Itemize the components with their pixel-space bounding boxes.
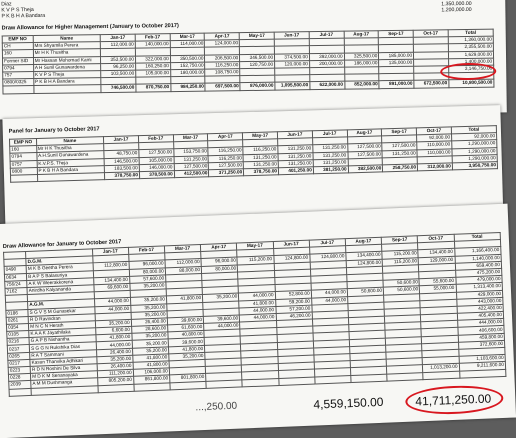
amount-cell: 861,800.00	[133, 375, 169, 384]
bottom-value: ...,250.00	[195, 400, 238, 414]
column-header: EMP NO	[9, 139, 36, 147]
emp-no-cell: 0490	[4, 266, 26, 274]
amount-cell: 3,950,750.00	[452, 162, 497, 170]
column-header: Jan-17	[100, 34, 135, 42]
emp-no-cell: 0105	[7, 331, 29, 339]
amount-cell: 44,000.00	[96, 341, 132, 350]
amount-cell: 129,000.00	[418, 256, 454, 265]
amount-cell: 44,000.00	[94, 298, 130, 307]
amount-cell: 40,800.00	[168, 331, 204, 340]
amount-cell: 116,250.00	[208, 147, 243, 155]
amount-cell: 124,000.00	[205, 40, 240, 48]
column-header: Jun-17	[274, 32, 309, 40]
amount-cell: 127,500.00	[209, 162, 244, 170]
amount-cell: 131,250.00	[174, 155, 209, 163]
amount-cell: 459,800.00	[458, 333, 505, 342]
amount-cell: 35,200.00	[132, 339, 168, 348]
column-header: Apr-17	[201, 243, 237, 252]
amount-cell: 35,200.00	[96, 355, 132, 364]
amount-cell: 127,500.00	[347, 143, 382, 151]
amount-cell: 127,500.00	[174, 162, 209, 170]
amount-cell: 112,000.00	[165, 259, 201, 268]
amount-cell: 127,500.00	[382, 142, 417, 150]
name-cell: A M M Dushmanga	[31, 378, 98, 388]
amount-cell: 114,000.00	[170, 40, 205, 48]
amount-cell: 350,500.00	[170, 55, 205, 63]
draw-allowance-table	[3, 232, 506, 397]
amount-cell: 69,600.00	[93, 283, 129, 292]
amount-cell: 41,800.00	[168, 345, 204, 354]
emp-no-cell	[9, 388, 31, 396]
column-header: Oct-17	[418, 234, 454, 243]
amount-cell: 406,600.00	[457, 326, 504, 335]
amount-cell: 312,000.00	[417, 163, 452, 171]
amount-cell: 672,500.00	[414, 80, 449, 88]
name-cell: A.G.M.	[28, 299, 95, 309]
amount-cell: 112,800.00	[93, 262, 129, 271]
name-cell: Mrs Shyamila Perera	[33, 42, 101, 50]
amount-cell: 110,000.00	[417, 141, 452, 149]
emp-no-cell	[3, 86, 34, 94]
amount-cell: 55,000.00	[420, 285, 456, 294]
amount-cell: 115,200.00	[382, 257, 418, 266]
emp-no-cell: 0265	[8, 352, 30, 360]
amount-cell: 35,200.00	[132, 332, 168, 341]
amount-cell: 134,400.00	[346, 252, 382, 261]
name-cell: P K B H A Bandara	[37, 165, 105, 174]
name-cell: A K W Weerakkorena	[27, 278, 94, 288]
column-header: Apr-17	[205, 33, 240, 41]
amount-cell: 371,250.00	[209, 169, 244, 177]
amount-cell: 152,750.00	[170, 62, 205, 70]
emp-no-cell: 160	[2, 50, 33, 58]
amount-cell: 135,000.00	[379, 59, 414, 67]
amount-cell: 96,250.00	[101, 63, 136, 71]
column-header: Sep-17	[381, 236, 417, 245]
table-title: Panel for January to October 2017	[8, 126, 100, 135]
sheet-draw-allowance	[0, 204, 516, 438]
column-header: Jan-17	[92, 247, 128, 256]
amount-cell: 50,600.00	[347, 288, 383, 297]
name-cell: Anirdha Kalyananda	[27, 285, 94, 295]
column-header: Total	[451, 126, 496, 134]
column-header: Mar-17	[164, 245, 200, 254]
amount-cell: 112,000.00	[100, 41, 135, 49]
amount-cell: 876,000.00	[240, 82, 275, 90]
amount-cell: 35,200.00	[203, 293, 239, 302]
column-header: Aug-17	[344, 31, 379, 39]
amount-cell: 746,500.00	[101, 84, 136, 92]
column-header: Aug-17	[345, 237, 381, 246]
amount-cell: 80,000.00	[201, 265, 237, 274]
fragment-line: P K B H A Bandara	[1, 12, 46, 20]
amount-cell: 185,000.00	[379, 52, 414, 60]
amount-cell: 131,250.00	[278, 160, 313, 168]
amount-cell: 116,250.00	[243, 146, 278, 154]
amount-cell: 80,000.00	[129, 268, 165, 277]
emp-no-cell: Former SID	[2, 57, 33, 65]
column-header: May-17	[237, 242, 273, 251]
red-circle-annotation	[405, 384, 504, 416]
name-cell	[37, 173, 105, 182]
emp-no-cell: 160	[10, 146, 37, 154]
table-title: Draw Allowance for Higher Management (January to October 2017)	[1, 22, 179, 32]
column-header: Jul-17	[309, 31, 344, 39]
amount-cell: 1,095,500.00	[275, 82, 310, 90]
amount-cell	[134, 382, 170, 391]
amount-cell: 1,290,000.00	[452, 154, 497, 162]
amount-cell: 116,250.00	[208, 154, 243, 162]
name-cell: Kasun Thanvika Adhikari	[30, 357, 97, 367]
column-header: Sep-17	[382, 128, 417, 136]
amount-cell: 1,103,600.00	[459, 355, 506, 364]
amount-cell: 124,800.00	[346, 259, 382, 268]
amount-cell: 1,313,400.00	[456, 283, 503, 292]
amount-cell	[242, 378, 278, 387]
amount-cell: 160,250.00	[136, 62, 171, 70]
amount-cell: 140,000.00	[135, 41, 170, 49]
amount-cell: 131,250.00	[313, 159, 348, 167]
fragment-line: Diaz	[1, 1, 12, 8]
emp-no-cell: 7162	[5, 287, 27, 295]
amount-cell: 475,200.00	[455, 268, 502, 277]
amount-cell: 50,600.00	[383, 279, 419, 288]
amount-cell: 180,000.00	[170, 69, 205, 77]
amount-cell: 44,000.00	[94, 305, 130, 314]
amount-cell: 131,250.00	[243, 153, 278, 161]
amount-cell: 3,146,750.00	[448, 65, 493, 73]
sheet-higher-management	[0, 0, 507, 120]
amount-cell: 26,400.00	[97, 362, 133, 371]
column-header: May-17	[239, 32, 274, 40]
panel-table	[9, 125, 498, 183]
column-header: Mar-17	[173, 134, 208, 142]
amount-cell	[206, 380, 242, 389]
emp-no-cell: 0794	[10, 153, 37, 161]
amount-cell: 44,000.00	[311, 296, 347, 305]
amount-cell: 57,600.00	[129, 275, 165, 284]
amount-cell: 10,800,500.00	[449, 79, 494, 87]
higher-management-table	[2, 29, 495, 94]
name-cell: P K B H A Bandara	[33, 78, 101, 86]
name-cell: B A P S Balasuriya	[27, 270, 94, 280]
emp-no-cell: 0261	[6, 316, 28, 324]
amount-cell: 35,200.00	[131, 311, 167, 320]
column-header: Name	[33, 35, 101, 43]
amount-cell: 127,500.00	[139, 149, 174, 157]
name-cell: M N C N Herath	[29, 321, 96, 331]
emp-no-cell: 0223	[8, 366, 30, 374]
amount-cell: 46,200.00	[276, 312, 312, 321]
amount-cell: 443,000.00	[456, 297, 503, 306]
amount-cell: 44,000.00	[239, 306, 275, 315]
amount-cell: 35,200.00	[95, 319, 131, 328]
emp-no-cell: 756/24	[5, 280, 27, 288]
amount-cell: 105,000.00	[139, 156, 174, 164]
amount-cell: 115,200.00	[237, 256, 273, 265]
amount-cell: 61,600.00	[168, 324, 204, 333]
amount-cell: 39,600.00	[168, 338, 204, 347]
column-header: Apr-17	[208, 133, 243, 141]
amount-cell: 134,400.00	[418, 249, 454, 258]
amount-cell: 378,750.00	[105, 172, 140, 180]
name-cell: S G V S M Gunasekar	[28, 306, 95, 316]
amount-cell: 258,750.00	[383, 164, 418, 172]
amount-cell: 1,140,000.00	[455, 254, 502, 263]
amount-cell: 372,600.00	[458, 340, 505, 349]
amount-cell: 110,000.00	[417, 149, 452, 157]
column-header: Jul-17	[312, 130, 347, 138]
amount-cell: 35,200.00	[130, 282, 166, 291]
amount-cell: 41,800.00	[166, 295, 202, 304]
amount-cell: 1,290,000.00	[452, 147, 497, 155]
column-header: Oct-17	[413, 30, 448, 38]
name-cell: G A P B Nishantha	[29, 335, 96, 345]
amount-cell: 1,400,000.00	[448, 58, 493, 66]
amount-cell: 96,000.00	[201, 257, 237, 266]
amount-cell: 444,000.00	[457, 319, 504, 328]
column-header: Name	[36, 137, 104, 146]
amount-cell: 622,000.00	[310, 81, 345, 89]
name-cell: M D K M Senanayaka	[31, 371, 98, 381]
amount-cell: 2,355,500.00	[448, 43, 493, 51]
amount-cell: 131,250.00	[278, 145, 313, 153]
amount-cell: 44,000.00	[240, 313, 276, 322]
amount-cell: 200,000.00	[309, 60, 344, 68]
amount-cell: 378,750.00	[244, 168, 279, 176]
amount-cell: 374,500.00	[274, 53, 309, 61]
column-header: Jul-17	[309, 239, 345, 248]
column-header: Aug-17	[347, 129, 382, 137]
amount-cell: 382,500.00	[348, 165, 383, 173]
amount-cell	[97, 384, 133, 393]
column-header: EMP NO	[2, 36, 33, 44]
amount-cell: 35,200.00	[130, 303, 166, 312]
amount-cell: 183,500.00	[104, 164, 139, 172]
amount-cell: 146,000.00	[139, 163, 174, 171]
emp-no-cell: 2039	[9, 381, 31, 389]
amount-cell: 41,800.00	[95, 334, 131, 343]
amount-cell: 479,000.00	[455, 276, 502, 285]
emp-no-cell: 0354	[6, 323, 28, 331]
name-cell: R A T Sammani	[30, 349, 97, 359]
amount-cell	[423, 371, 459, 380]
column-header: Oct-17	[416, 127, 451, 135]
amount-cell: 131,250.00	[278, 152, 313, 160]
amount-cell: 44,000.00	[311, 289, 347, 298]
amount-cell: 697,500.00	[205, 83, 240, 91]
amount-cell: 35,200.00	[132, 347, 168, 356]
amount-cell: 41,800.00	[239, 299, 275, 308]
amount-cell: 35,200.00	[130, 296, 166, 305]
emp-no-cell: 757	[3, 71, 34, 79]
amount-cell: 59,200.00	[275, 298, 311, 307]
column-header: Feb-17	[128, 246, 164, 255]
amount-cell: 26,400.00	[96, 348, 132, 357]
amount-cell: 96,000.00	[129, 260, 165, 269]
amount-cell: 378,500.00	[139, 171, 174, 179]
amount-cell: 88,000.00	[165, 266, 201, 275]
name-cell: Mr H K Thusitha	[36, 144, 104, 153]
table-title: Draw Allowance for January to October 2017	[2, 239, 122, 250]
amount-cell: 322,000.00	[135, 55, 170, 63]
emp-no-cell: CH	[2, 43, 33, 51]
amount-cell: 131,250.00	[243, 161, 278, 169]
emp-no-cell: 0216	[7, 338, 29, 346]
amount-cell: 120,000.00	[275, 60, 310, 68]
amount-cell: 131,250.00	[313, 151, 348, 159]
emp-no-cell: 0634	[4, 273, 26, 281]
emp-no-cell: 0757	[10, 160, 37, 168]
emp-no-cell: 0794	[3, 64, 34, 72]
amount-cell: 146,500.00	[104, 157, 139, 165]
amount-cell	[278, 377, 314, 386]
bottom-value: 4,559,150.00	[313, 394, 384, 412]
amount-cell: 124,800.00	[273, 255, 309, 264]
column-header: Sep-17	[378, 30, 413, 38]
name-cell: A H Sunil Gunawardena	[33, 63, 101, 71]
column-header: Feb-17	[138, 135, 173, 143]
amount-cell: 346,500.00	[240, 54, 275, 62]
amount-cell: 103,500.00	[101, 70, 136, 78]
emp-no-cell: 0800	[10, 167, 37, 175]
amount-cell: 401,250.00	[278, 167, 313, 175]
amount-cell: 429,000.00	[456, 290, 503, 299]
amount-cell: 106,000.00	[133, 368, 169, 377]
amount-cell: 57,200.00	[275, 305, 311, 314]
amount-cell: 92,000.00	[451, 133, 496, 141]
amount-cell: 891,000.00	[379, 81, 414, 89]
column-header: Jun-17	[277, 131, 312, 139]
amount-cell: 801,800.00	[170, 374, 206, 383]
amount-cell: 134,400.00	[93, 276, 129, 285]
column-header: Mar-17	[170, 33, 205, 41]
amount-cell: 120,750.00	[240, 61, 275, 69]
emp-no-cell	[10, 174, 37, 182]
amount-cell: 984,250.00	[171, 83, 206, 91]
fragment-value: 1,200,000.00	[441, 6, 472, 14]
amount-cell: 392,000.00	[309, 53, 344, 61]
amount-cell: 44,000.00	[239, 292, 275, 301]
amount-cell: 325,500.00	[344, 52, 379, 60]
name-cell: A.H.Sunil Gunawardena	[36, 151, 104, 160]
name-cell	[34, 85, 102, 93]
emp-no-cell: 0186	[6, 309, 28, 317]
amount-cell	[459, 369, 506, 378]
amount-cell: 28,600.00	[131, 325, 167, 334]
column-header: Jun-17	[273, 240, 309, 249]
amount-cell: 52,800.00	[275, 290, 311, 299]
amount-cell: 50,600.00	[383, 286, 419, 295]
emp-no-cell: 0228	[8, 374, 30, 382]
name-cell: R D Ravindran	[28, 313, 95, 323]
bottom-total: 41,711,250.00	[415, 391, 492, 409]
name-cell: K A A K Jayathilaka	[29, 328, 96, 338]
amount-cell	[351, 374, 387, 383]
amount-cell: 127,500.00	[348, 150, 383, 158]
fragment-value: 1,350,000.00	[441, 0, 472, 8]
amount-cell: 48,750.00	[104, 150, 139, 158]
amount-cell: 26,400.00	[131, 318, 167, 327]
name-cell: Mr H K Thusitha	[33, 49, 101, 57]
amount-cell: 852,000.00	[344, 81, 379, 89]
column-header: Total	[448, 29, 493, 37]
amount-cell: 405,400.00	[457, 311, 504, 320]
amount-cell: 9,211,600.00	[459, 362, 506, 371]
amount-cell: 131,250.00	[382, 149, 417, 157]
amount-cell: 39,600.00	[167, 316, 203, 325]
emp-no-cell: 0237	[7, 345, 29, 353]
amount-cell: 870,750.00	[136, 84, 171, 92]
amount-cell: 44,000.00	[204, 322, 240, 331]
amount-cell: 6,600.00	[95, 326, 131, 335]
amount-cell	[315, 375, 351, 384]
amount-cell: 41,800.00	[132, 354, 168, 363]
amount-cell: 35,200.00	[169, 352, 205, 361]
amount-cell: 1,360,000.00	[448, 36, 493, 44]
amount-cell: 116,250.00	[205, 61, 240, 69]
amount-cell: 659,400.00	[455, 261, 502, 270]
name-cell: Mr Hassan Mohomad Kami	[33, 56, 101, 64]
emp-no-cell: 0800/0325	[3, 79, 34, 87]
name-cell: R D N Roshini De Silva	[30, 364, 97, 374]
name-cell: K V P S Theja	[33, 71, 101, 79]
name-cell: K.V.P.S. Theja	[37, 158, 105, 167]
amount-cell: 422,400.00	[457, 304, 504, 313]
amount-cell: 131,250.00	[313, 144, 348, 152]
amount-cell: 381,250.00	[313, 166, 348, 174]
amount-cell: 1,629,000.00	[448, 51, 493, 59]
amount-cell: 412,500.00	[174, 170, 209, 178]
amount-cell	[170, 381, 206, 390]
amount-cell: 1,013,200.00	[423, 364, 459, 373]
name-cell: D.G.M.	[26, 256, 93, 266]
amount-cell: 39,600.00	[203, 315, 239, 324]
amount-cell: 92,000.00	[417, 134, 452, 142]
emp-no-cell: 0217	[8, 359, 30, 367]
amount-cell: 108,750.00	[205, 69, 240, 77]
name-cell: S G G N Rukshika Dias	[29, 342, 96, 352]
amount-cell: 41,800.00	[133, 361, 169, 370]
amount-cell: 105,000.00	[136, 70, 171, 78]
amount-cell: 805,200.00	[97, 377, 133, 386]
column-header: Feb-17	[135, 34, 170, 42]
amount-cell: 353,500.00	[101, 56, 136, 64]
amount-cell: 55,600.00	[419, 277, 455, 286]
amount-cell: 153,750.00	[174, 148, 209, 156]
amount-cell: 115,200.00	[382, 250, 418, 259]
amount-cell: 111,200.00	[97, 369, 133, 378]
column-header: Jan-17	[104, 136, 139, 144]
column-header: Total	[454, 232, 501, 241]
amount-cell: 1,166,400.00	[454, 247, 501, 256]
name-cell: M K B Geetha Perera	[26, 263, 93, 273]
amount-cell: 124,800.00	[310, 253, 346, 262]
column-header: May-17	[243, 132, 278, 140]
amount-cell: 206,500.00	[205, 54, 240, 62]
fragment-line: K V P S Theja	[1, 7, 34, 14]
amount-cell: 1,290,000.00	[452, 140, 497, 148]
amount-cell	[387, 372, 423, 381]
amount-cell: 186,000.00	[344, 59, 379, 67]
